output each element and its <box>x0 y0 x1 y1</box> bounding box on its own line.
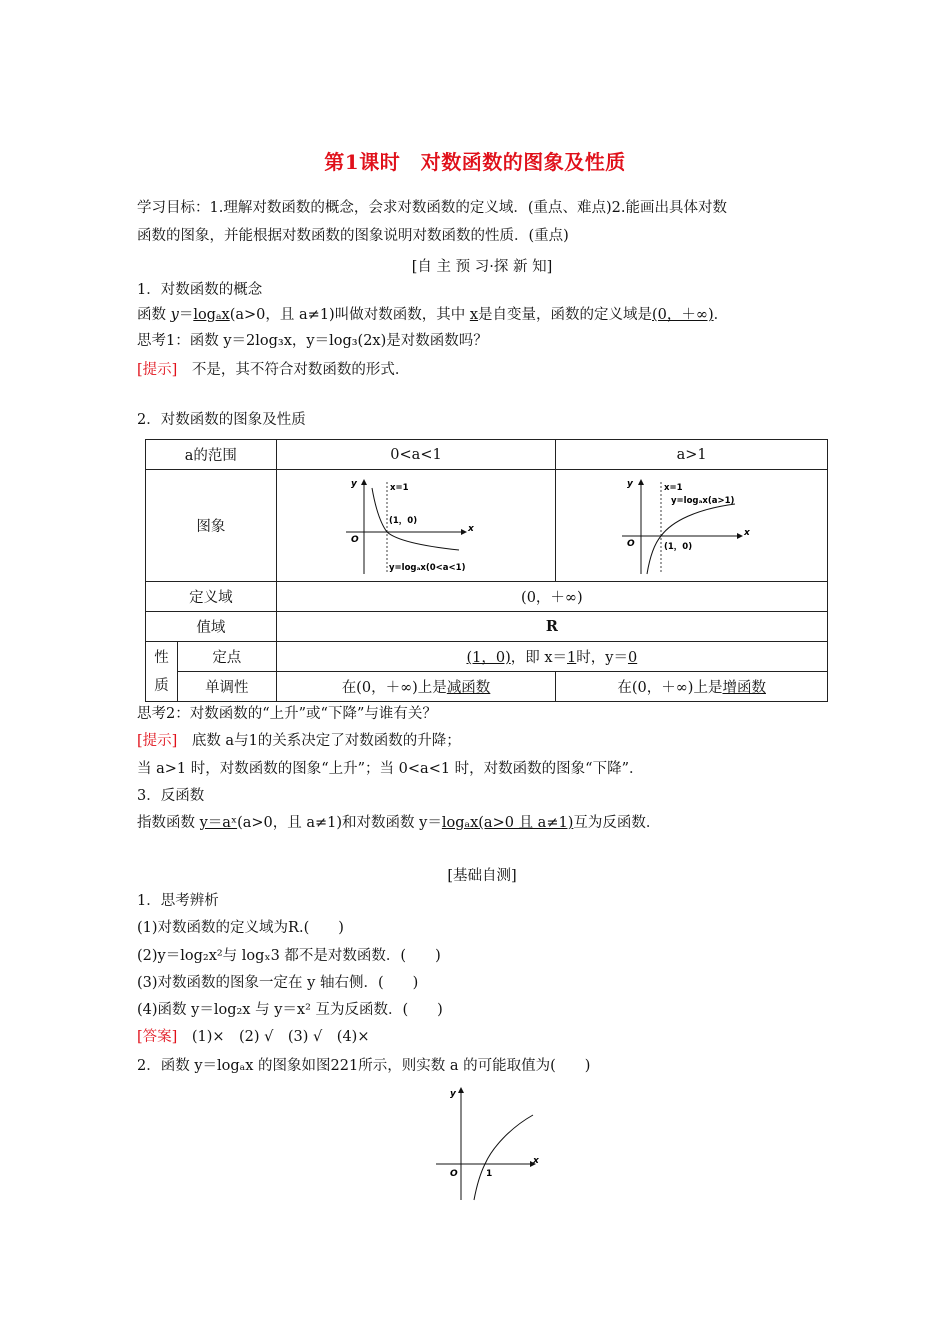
self-test-header: [基础自测] <box>447 868 517 884</box>
range-value: R <box>545 618 558 635</box>
learning-objectives-line-2: 函数的图象，并能根据对数函数的图象说明对数函数的性质．(重点) <box>137 228 569 244</box>
point-1-0-label: (1，0) <box>389 515 418 526</box>
y-axis-label: y <box>351 478 357 489</box>
domain-value-cell <box>276 582 827 612</box>
def-eq: ＝ <box>178 307 194 323</box>
question-1-item-3: (3)对数函数的图象一定在 y 轴右侧．( ) <box>137 975 419 991</box>
col1-label: 0<a<1 <box>390 446 442 463</box>
def-text-d: ． <box>713 307 729 323</box>
domain-label-cell <box>146 582 277 612</box>
s3-blank-1: y＝aˣ <box>199 815 238 831</box>
def-text-a: 函数 <box>137 307 171 323</box>
hint-1-tag: [提示] <box>137 362 178 378</box>
hint-1 <box>137 360 409 380</box>
section-1-heading: 1．对数函数的概念 <box>137 282 263 298</box>
prop-label-1: 性 <box>154 649 169 666</box>
question-1-item-4: (4)函数 y＝log₂x 与 y＝x² 互为反函数．( ) <box>137 1002 443 1018</box>
prop-label-2: 质 <box>154 677 169 694</box>
point-1-0-label: (1，0) <box>663 541 692 552</box>
x-axis-label: x <box>533 1156 539 1166</box>
fixed-point-label: 定点 <box>212 650 242 666</box>
col-a-gt-1 <box>556 440 828 470</box>
graph-increasing-cell <box>556 470 828 582</box>
mono-prefix-1: 在(0，＋∞)上是 <box>341 680 447 696</box>
question-1-heading: 1．思考辨析 <box>137 893 219 909</box>
range-value-cell <box>276 612 827 642</box>
origin-label: O <box>450 1169 458 1179</box>
learning-objectives-line-1: 学习目标：1.理解对数函数的概念，会求对数函数的定义域．(重点、难点)2.能画出具体对数 <box>137 200 727 216</box>
think-2: 思考2：对数函数的“上升”或“下降”与谁有关？ <box>137 706 437 722</box>
def-text-b: (a>0，且 a≠1)叫做对数函数，其中 <box>229 307 470 323</box>
preview-section-header: [自 主 预 习·探 新 知] <box>411 259 553 275</box>
fixed-y: 0 <box>627 650 638 666</box>
y-axis-label: y <box>450 1089 456 1099</box>
domain-value: (0，＋∞) <box>521 590 583 606</box>
graph-decreasing-cell <box>276 470 556 582</box>
y-axis-arrow <box>458 1087 464 1093</box>
s3-text-c: 互为反函数． <box>573 815 661 831</box>
domain-label: 定义域 <box>189 590 233 606</box>
mono-increasing: 增函数 <box>722 680 766 696</box>
col-0-lt-a-lt-1 <box>276 440 556 470</box>
monotonicity-label-cell <box>177 672 276 702</box>
increasing-curve <box>647 504 735 574</box>
s3-text-b: (a>0，且 a≠1)和对数函数 y＝ <box>237 815 442 831</box>
def-y: y <box>170 307 179 323</box>
y-axis-label: y <box>626 478 633 489</box>
fixed-point: (1，0) <box>466 650 511 666</box>
monotonicity-decreasing-cell <box>276 672 556 702</box>
log-curve <box>474 1115 533 1200</box>
graph-label-cell <box>146 470 277 582</box>
page-title: 第1课时 对数函数的图象及性质 <box>324 150 626 174</box>
y-axis-arrow <box>361 479 367 485</box>
curve-label: y=logₐx(0<a<1) <box>389 562 466 573</box>
section-1-definition <box>137 305 728 325</box>
fixed-text-1: ，即 x＝ <box>510 650 568 666</box>
x-axis-arrow <box>737 533 743 539</box>
mono-prefix-2: 在(0，＋∞)上是 <box>617 680 723 696</box>
col2-label: a>1 <box>676 446 707 463</box>
range-value-label-cell <box>146 612 277 642</box>
s3-text-a: 指数函数 <box>137 815 200 831</box>
question-1-item-1: (1)对数函数的定义域为R.( ) <box>137 920 344 936</box>
hint-2-tag: [提示] <box>137 733 178 749</box>
hint-2-continued: 当 a>1 时，对数函数的图象“上升”；当 0<a<1 时，对数函数的图象“下降”． <box>137 761 644 777</box>
section-3-text <box>137 813 660 833</box>
origin-label: O <box>351 534 359 545</box>
think-1: 思考1：函数 y＝2log₃x，y＝log₃(2x)是对数函数吗？ <box>137 333 488 349</box>
question-1-item-2: (2)y＝log₂x²与 logₓ3 都不是对数函数．( ) <box>137 948 441 964</box>
def-blank-3: (0，＋∞) <box>652 307 714 323</box>
x-equals-1-label: x=1 <box>663 482 683 493</box>
log-function-properties-table <box>145 439 828 702</box>
fixed-text-2: 时，y＝ <box>576 650 628 666</box>
range-value-label: 值域 <box>196 620 226 636</box>
question-2-graph <box>430 1082 550 1202</box>
graph-label: 图象 <box>196 519 226 535</box>
section-2-heading: 2．对数函数的图象及性质 <box>137 412 306 428</box>
section-3-heading: 3．反函数 <box>137 788 205 804</box>
def-text-c: 是自变量，函数的定义域是 <box>478 307 652 323</box>
def-blank-2: x <box>469 307 478 323</box>
question-2-text: 2．函数 y＝logₐx 的图象如图221所示，则实数 a 的可能取值为( ) <box>137 1058 591 1074</box>
monotonicity-label: 单调性 <box>205 680 249 696</box>
curve-label: y=logₐx(a>1) <box>670 495 735 506</box>
x-equals-1-label: x=1 <box>390 482 409 493</box>
def-blank-1: logₐx <box>193 307 230 323</box>
hint-2 <box>137 731 461 751</box>
origin-label: O <box>626 538 635 549</box>
monotonicity-increasing-cell <box>556 672 828 702</box>
range-label: a的范围 <box>184 448 237 464</box>
mono-decreasing: 减函数 <box>446 680 491 696</box>
graph-decreasing <box>341 476 491 576</box>
hint-2-text: 底数 a与1的关系决定了对数函数的升降； <box>177 733 461 749</box>
x-axis-arrow <box>461 529 467 535</box>
s3-blank-2: logₐx(a>0 且 a≠1) <box>441 815 574 831</box>
hint-1-text: 不是，其不符合对数函数的形式． <box>177 362 410 378</box>
y-axis-arrow <box>638 479 644 485</box>
question-1-answer <box>137 1027 369 1047</box>
graph-increasing <box>617 476 767 576</box>
answer-text: (1)× (2) √ (3) √ (4)× <box>177 1029 370 1045</box>
fixed-point-label-cell <box>177 642 276 672</box>
x-axis-label: x <box>743 527 750 538</box>
fixed-x: 1 <box>567 650 577 666</box>
x-axis-label: x <box>468 523 474 534</box>
fixed-point-value-cell <box>276 642 827 672</box>
properties-label-cell <box>146 642 178 702</box>
tick-1-label: 1 <box>486 1169 493 1179</box>
range-label-cell <box>146 440 277 470</box>
answer-tag: [答案] <box>137 1029 178 1045</box>
